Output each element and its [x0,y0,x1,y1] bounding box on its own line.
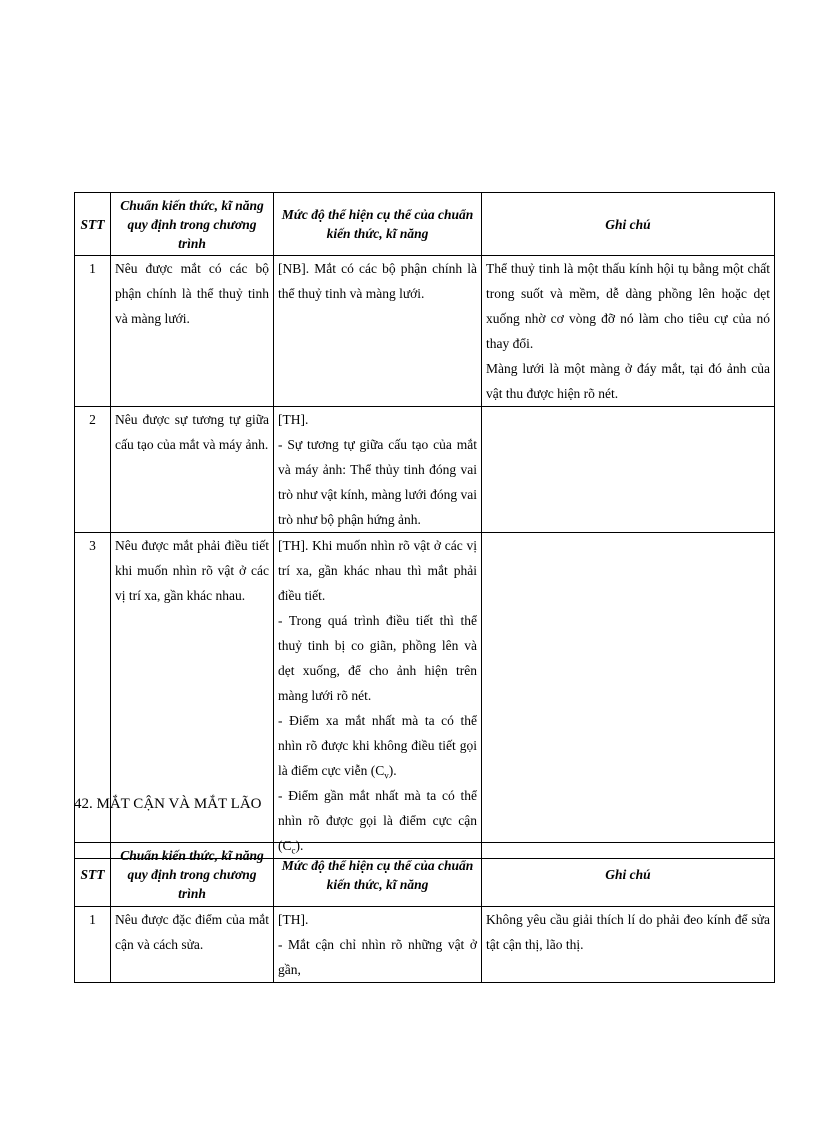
standards-table-1 [74,192,775,859]
level-line: - Trong quá trình điều tiết thì thể thuỷ tinh bị co giãn, phồng lên và dẹt xuống, để cho ảnh hiện trên màng lưới rõ nét. [278,613,477,703]
level-line: - Mắt cận chỉ nhìn rõ những vật ở gần, [278,937,477,977]
row-note [482,256,775,407]
note-line: Màng lưới là một màng ở đáy mắt, tại đó ảnh của vật thu được hiện rõ nét. [486,361,770,401]
row-standard: Nêu được mắt phải điều tiết khi muốn nhìn rõ vật ở các vị trí xa, gần khác nhau. [111,533,274,859]
standards-table-2 [74,842,775,983]
note-line: Thể thuỷ tinh là một thấu kính hội tụ bằng một chất trong suốt và mềm, dễ dàng phồng lên hoặc dẹt xuống nhờ cơ vòng đỡ nó làm cho tiêu cự của nó thay đổi. [486,261,770,351]
row-note [482,907,775,983]
header-note: Ghi chú [482,843,775,907]
row-standard: Nêu được mắt có các bộ phận chính là thể thuỷ tinh và màng lưới. [111,256,274,407]
header-level: Mức độ thể hiện cụ thể của chuẩn kiến thức, kĩ năng [274,843,482,907]
row-stt: 1 [75,907,111,983]
header-level: Mức độ thể hiện cụ thể của chuẩn kiến thức, kĩ năng [274,193,482,256]
level-line: [TH]. Khi muốn nhìn rõ vật ở các vị trí xa, gần khác nhau thì mắt phải điều tiết. [278,538,477,603]
table-header-row [75,843,775,907]
header-standard: Chuẩn kiến thức, kĩ năng quy định trong chương trình [111,193,274,256]
row-note [482,533,775,859]
row-level [274,256,482,407]
far-point-close: ). [388,763,397,778]
near-point-close: ). [295,838,304,853]
row-level [274,407,482,533]
header-standard: Chuẩn kiến thức, kĩ năng quy định trong chương trình [111,843,274,907]
table-header-row [75,193,775,256]
note-line: Không yêu cầu giải thích lí do phải đeo kính để sửa tật cận thị, lão thị. [486,912,770,952]
level-line: [TH]. [278,412,309,427]
far-point-text: - Điểm xa mắt nhất mà ta có thể nhìn rõ được khi không điều tiết gọi là điểm cực viễn (C [278,713,477,778]
row-note [482,407,775,533]
header-stt: STT [75,843,111,907]
level-line: [TH]. [278,912,309,927]
far-point-subscript: v [384,770,389,781]
row-stt: 2 [75,407,111,533]
table-row [75,256,775,407]
section-heading: 42. MẮT CẬN VÀ MẮT LÃO [74,796,262,812]
row-level [274,907,482,983]
row-standard: Nêu được đặc điểm của mắt cận và cách sửa. [111,907,274,983]
row-level [274,533,482,859]
near-point-subscript: c [291,845,296,856]
level-line: - Sự tương tự giữa cấu tạo của mắt và máy ảnh: Thể thủy tinh đóng vai trò như vật kính, màng lưới đóng vai trò như bộ phận hứng ảnh. [278,437,477,527]
table-row [75,407,775,533]
row-standard: Nêu được sự tương tự giữa cấu tạo của mắt và máy ảnh. [111,407,274,533]
row-stt: 3 [75,533,111,859]
table-row [75,907,775,983]
row-stt: 1 [75,256,111,407]
near-point-text: - Điểm gần mắt nhất mà ta có thể nhìn rõ được gọi là điểm cực cận (C [278,788,477,853]
header-note: Ghi chú [482,193,775,256]
level-line-far-point [278,708,477,783]
level-line: [NB]. Mắt có các bộ phận chính là thể thuỷ tinh và màng lưới. [278,261,477,301]
header-stt: STT [75,193,111,256]
